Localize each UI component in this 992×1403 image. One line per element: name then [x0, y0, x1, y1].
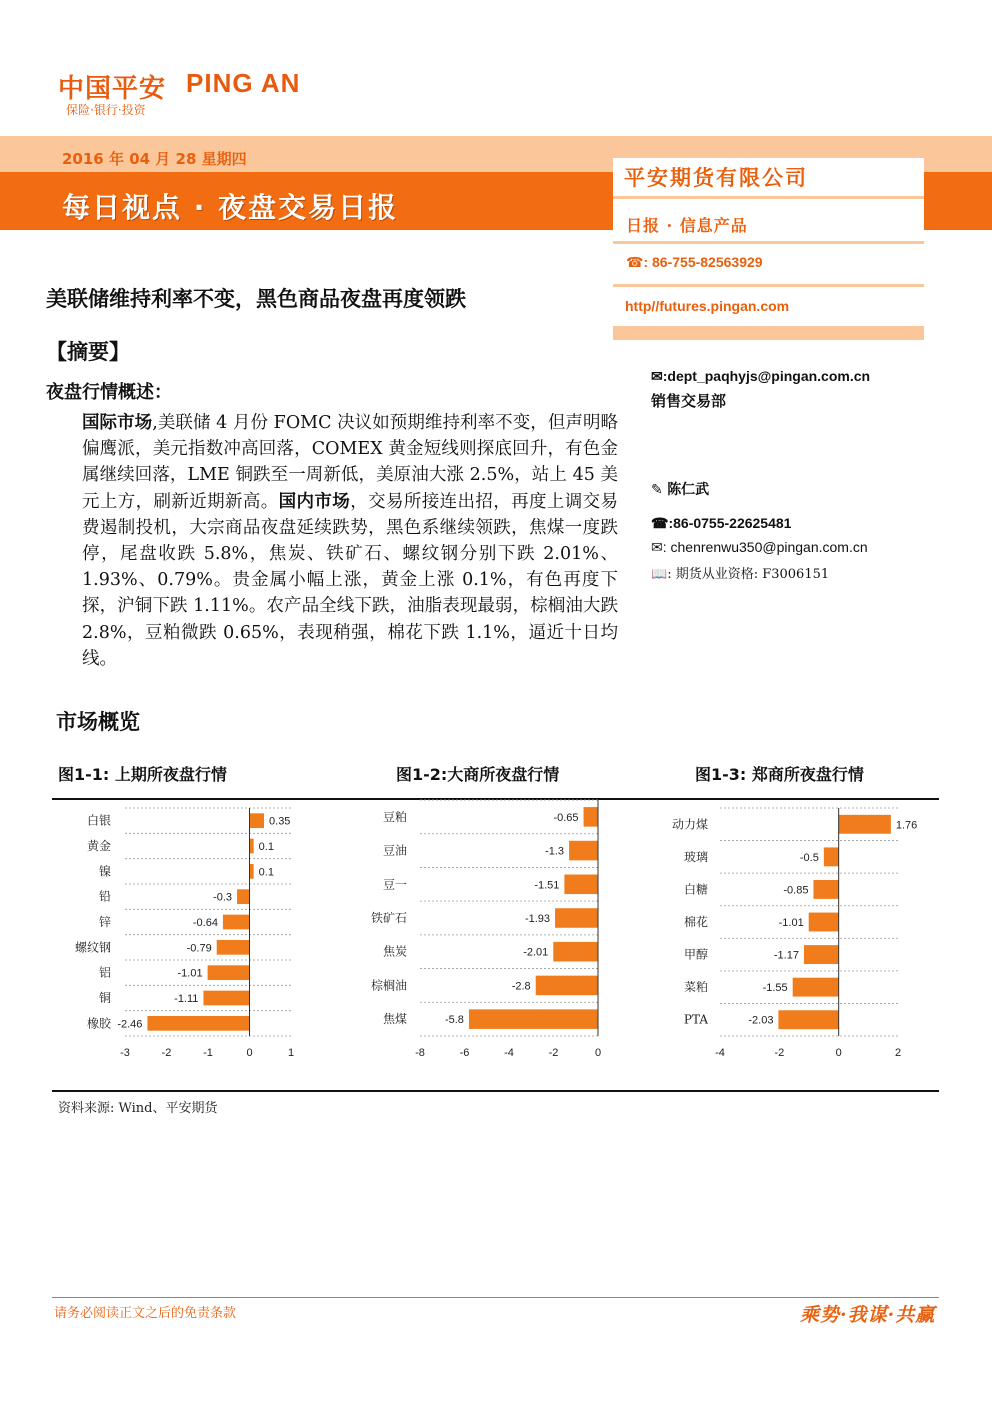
chart-2-bar: [536, 976, 598, 996]
chart-2-bar: [564, 875, 598, 895]
chart-3-bar: [793, 978, 839, 997]
chart-2-value-label: -0.65: [553, 811, 579, 824]
chart-1-category-label: 锌: [98, 915, 111, 929]
chart-3-tick-label: 0: [835, 1047, 842, 1059]
author-email-value: : chenrenwu350@pingan.com.cn: [662, 539, 868, 555]
chart-3-value-label: -1.17: [773, 949, 799, 962]
chart-2-value-label: -1.3: [545, 845, 565, 858]
chart-1-tick-label: -1: [203, 1047, 213, 1059]
chart-1-value-label: -1.11: [174, 993, 199, 1005]
chart-3-bar: [809, 913, 839, 932]
chart-1-bar: [203, 991, 249, 1006]
report-type: 日报 · 信息产品: [626, 216, 748, 235]
chart-2-value-label: -1.93: [524, 913, 551, 925]
chart-1-bar: [237, 889, 249, 904]
chart-2-category-label: 豆油: [382, 843, 407, 858]
chart-3-value-label: -0.5: [799, 851, 819, 864]
logo-tagline: 保险·银行·投资: [66, 103, 146, 117]
chart-1-bar: [147, 1016, 249, 1031]
company-phone-value: 86-755-82563929: [652, 254, 763, 270]
chart-2-bar: [553, 942, 598, 962]
chart-1-category-label: 白银: [86, 813, 111, 828]
chart-1-value-label: 0.1: [258, 866, 274, 879]
author-name: 陈仁武: [667, 482, 710, 498]
chart-1-category-label: 螺纹钢: [74, 940, 111, 955]
chart-2-category-label: 铁矿石: [370, 911, 407, 925]
chart-2-category-label: 豆粕: [382, 809, 407, 824]
chart-1-value-label: 0.1: [258, 841, 274, 853]
mail-icon: ✉: [651, 368, 663, 384]
chart-1-value-label: 0.35: [269, 815, 291, 828]
chart-1-value-label: -0.64: [192, 917, 218, 929]
chart-3-category-label: PTA: [683, 1012, 708, 1027]
chart-2-bar: [555, 908, 598, 928]
intl-market-text: ,美联储 4 月份 FOMC 决议如预期维持利率不变，但声明略偏鹰派，美元指数冲高回落，COMEX 黄金短线则探底回升，有色金属继续回落，LME 铜跌至一周新低，美原油大涨 2.5%，站上 45 美元上方，刷新近期新高。: [82, 413, 619, 512]
chart-1-tick-label: 0: [246, 1047, 253, 1059]
chart-3-value-label: -1.01: [778, 917, 804, 929]
chart-3-bar: [804, 945, 839, 964]
chart-2-value-label: -2.01: [523, 946, 549, 959]
chart-3-tick-label: -2: [774, 1047, 785, 1059]
intl-market-label: 国际市场: [82, 413, 153, 433]
chart-title-2: 图1-2:大商所夜盘行情: [396, 765, 560, 784]
chart-2-value-label: -1.51: [534, 879, 560, 892]
chart-title-3: 图1-3: 郑商所夜盘行情: [695, 765, 864, 784]
headline: 美联储维持利率不变，黑色商品夜盘再度领跌: [46, 287, 466, 311]
disclaimer[interactable]: 请务必阅读正文之后的免责条款: [54, 1306, 237, 1321]
dept-name: 销售交易部: [651, 392, 727, 410]
chart-1-value-label: -0.79: [186, 942, 212, 955]
chart-1-value-label: -0.3: [213, 891, 233, 904]
slogan: 乘势·我谋·共赢: [800, 1304, 936, 1326]
chart-3-value-label: -2.03: [748, 1014, 774, 1027]
chart-1-tick-label: 1: [287, 1047, 295, 1059]
chart-3-bar: [824, 847, 839, 866]
chart-title-1: 图1-1: 上期所夜盘行情: [58, 765, 227, 784]
footer-rule: [52, 1297, 939, 1298]
author-phone-value: :86-0755-22625481: [668, 515, 792, 531]
logo-cn: 中国平安: [58, 74, 167, 104]
market-overview-label: 市场概览: [56, 710, 140, 734]
phone-icon: ☎: [651, 515, 669, 531]
chart-3-bar: [839, 815, 891, 834]
chart-3-value-label: 1.76: [895, 819, 918, 832]
pen-icon: ✎: [651, 482, 668, 498]
mail-icon: ✉: [651, 539, 663, 555]
author-license-value: : 期货从业资格: F3006151: [667, 567, 830, 582]
chart-1-tick-label: -2: [161, 1047, 172, 1059]
chart-1-category-label: 铅: [98, 889, 111, 904]
chart-3-category-label: 棉花: [683, 915, 708, 929]
chart-3-value-label: -0.85: [783, 884, 809, 897]
chart-2-category-label: 豆一: [382, 877, 407, 892]
chart-3-tick-label: -4: [715, 1047, 725, 1059]
chart-1-bar: [223, 915, 250, 930]
data-source: 资料来源: Wind、平安期货: [58, 1101, 218, 1116]
chart-3-category-label: 甲醇: [683, 947, 708, 962]
overview-label: 夜盘行情概述：: [46, 382, 172, 403]
abstract-label: 【摘要】: [46, 340, 130, 364]
report-title: 每日视点 · 夜盘交易日报: [62, 191, 399, 224]
chart-2-value-label: -2.8: [511, 980, 531, 993]
chart-3-category-label: 动力煤: [671, 817, 708, 832]
chart-3-category-label: 白糖: [683, 882, 708, 897]
chart-2-bar: [584, 807, 598, 827]
company-phone: ☎: 86-755-82563929: [626, 254, 763, 270]
dept-email-value: :dept_paqhyjs@pingan.com.cn: [662, 368, 871, 384]
chart-1-value-label: -2.46: [117, 1018, 143, 1031]
chart-3-category-label: 玻璃: [683, 849, 708, 864]
chart-2-bar: [569, 841, 598, 861]
logo-en: PING AN: [186, 68, 301, 98]
phone-icon: ☎: [626, 254, 644, 270]
dom-market-label: 国内市场: [278, 491, 351, 512]
chart-2-tick-label: -8: [415, 1047, 425, 1059]
chart-1-category-label: 橡胶: [86, 1016, 111, 1031]
chart-bottom-rule: [52, 1090, 939, 1092]
chart-2-value-label: -5.8: [444, 1014, 464, 1027]
book-icon: 📖: [651, 567, 668, 582]
chart-2-tick-label: -6: [459, 1047, 470, 1059]
chart-3-category-label: 菜粕: [683, 980, 708, 995]
chart-2-category-label: 焦煤: [382, 1012, 407, 1027]
chart-1-bar: [217, 940, 250, 955]
chart-1-bar: [250, 813, 265, 828]
report-date: 2016 年 04 月 28 星期四: [62, 150, 247, 168]
chart-1-bar: [250, 839, 254, 854]
chart-1-category-label: 铝: [98, 965, 111, 980]
chart-1-bar: [250, 864, 254, 879]
dom-market-text: ，交易所接连出招，再度上调交易费遏制投机，大宗商品夜盘延续跌势，黑色系继续领跌，焦煤一度跌停，尾盘收跌 5.8%，焦炭、铁矿石、螺纹钢分别下跌 2.01%、1.93%、0.79%。贵金属小幅上涨，黄金上涨 0.1%，有色再度下探，沪铜下跌 1.11%。农产品全线下跌，油脂表现最弱，棕榈油大跌 2.8%，豆粕微跌 0.65%，表现稍强，棉花下跌 1.1%，逼近十日均线。: [82, 491, 619, 669]
chart-1-tick-label: -3: [120, 1047, 130, 1059]
company-url[interactable]: http//futures.pingan.com: [625, 298, 790, 314]
chart-3-bar: [813, 880, 838, 899]
chart-1-category-label: 铜: [98, 991, 111, 1005]
chart-1-category-label: 黄金: [86, 839, 111, 853]
chart-1-value-label: -1.01: [177, 967, 203, 980]
chart-3-bar: [778, 1010, 838, 1029]
chart-3-tick-label: 2: [894, 1047, 902, 1059]
chart-3-value-label: -1.55: [762, 982, 788, 995]
chart-2-category-label: 棕榈油: [370, 978, 407, 993]
chart-1-category-label: 镍: [98, 864, 111, 879]
chart-2-tick-label: -2: [548, 1047, 559, 1059]
chart-2-category-label: 焦炭: [382, 944, 407, 959]
company-name: 平安期货有限公司: [624, 165, 808, 190]
chart-2-tick-label: -4: [504, 1047, 514, 1059]
chart-2-bar: [469, 1009, 598, 1029]
chart-1-bar: [208, 965, 250, 980]
chart-2-tick-label: 0: [594, 1047, 602, 1059]
